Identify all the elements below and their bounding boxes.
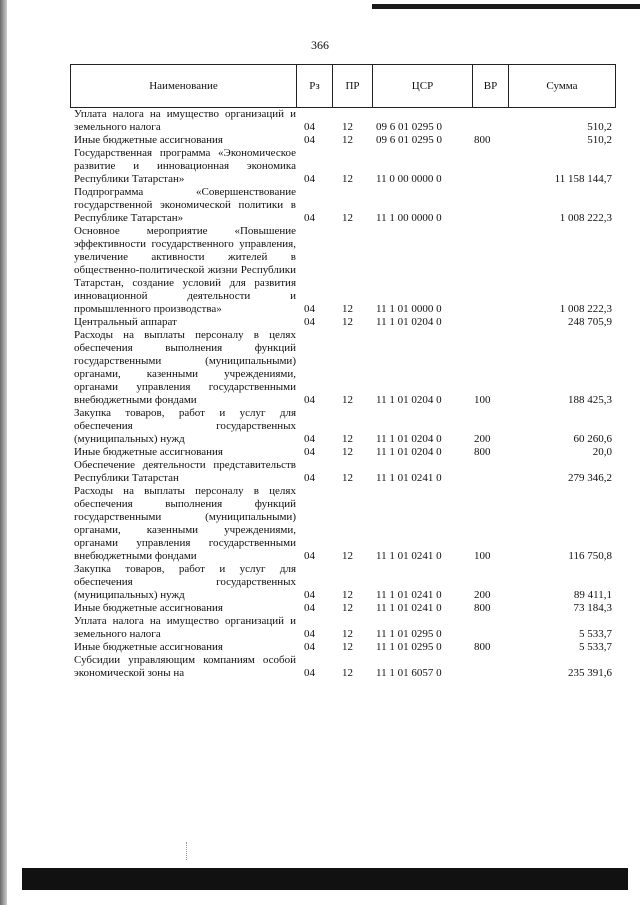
row-pr: 12 xyxy=(342,134,353,146)
row-rz: 04 xyxy=(304,641,315,653)
row-rz: 04 xyxy=(304,433,315,445)
table-header xyxy=(70,64,616,108)
row-vr: 800 xyxy=(474,641,491,653)
row-csr: 09 6 01 0295 0 xyxy=(376,121,442,133)
table-row xyxy=(70,641,616,654)
page-number: 366 xyxy=(311,38,329,52)
table-row xyxy=(70,446,616,459)
row-rz: 04 xyxy=(304,472,315,484)
row-sum: 235 391,6 xyxy=(568,667,612,679)
row-sum: 510,2 xyxy=(587,121,612,133)
row-rz: 04 xyxy=(304,212,315,224)
row-pr: 12 xyxy=(342,589,353,601)
row-csr: 11 1 01 0204 0 xyxy=(376,394,442,406)
row-vr: 100 xyxy=(474,394,491,406)
row-csr: 11 1 00 0000 0 xyxy=(376,212,442,224)
row-rz: 04 xyxy=(304,602,315,614)
header-csr: ЦСР xyxy=(372,65,472,107)
row-sum: 510,2 xyxy=(587,134,612,146)
row-rz: 04 xyxy=(304,667,315,679)
row-pr: 12 xyxy=(342,212,353,224)
row-pr: 12 xyxy=(342,173,353,185)
row-name: Иные бюджетные ассигнования xyxy=(74,134,223,146)
row-csr: 11 1 01 0241 0 xyxy=(376,589,442,601)
table-body xyxy=(70,108,616,680)
table-row xyxy=(70,316,616,329)
scan-mark xyxy=(186,842,189,860)
table-row xyxy=(70,485,616,563)
row-sum: 11 158 144,7 xyxy=(554,173,612,185)
row-pr: 12 xyxy=(342,433,353,445)
row-vr: 200 xyxy=(474,589,491,601)
table-row xyxy=(70,407,616,446)
row-vr: 100 xyxy=(474,550,491,562)
row-csr: 11 1 01 0241 0 xyxy=(376,602,442,614)
row-vr: 200 xyxy=(474,433,491,445)
scan-edge-left xyxy=(0,0,7,905)
row-pr: 12 xyxy=(342,316,353,328)
table-row xyxy=(70,654,616,680)
row-name: Иные бюджетные ассигнования xyxy=(74,446,223,458)
row-csr: 11 1 01 0204 0 xyxy=(376,316,442,328)
table-row xyxy=(70,225,616,316)
row-rz: 04 xyxy=(304,173,315,185)
row-csr: 11 1 01 0204 0 xyxy=(376,433,442,445)
table-row xyxy=(70,186,616,225)
table-row xyxy=(70,329,616,407)
row-pr: 12 xyxy=(342,394,353,406)
row-rz: 04 xyxy=(304,121,315,133)
row-name: Основное мероприятие «Повышение эффективности государственного управления, увеличение активности жителей в общественно-политической жизни Республики Татарстан, создание условий для развития инновационной деятельности и промышленного производства» xyxy=(74,225,296,315)
header-name: Наименование xyxy=(149,80,218,92)
row-pr: 12 xyxy=(342,641,353,653)
row-name: Иные бюджетные ассигнования xyxy=(74,602,223,614)
row-sum: 116 750,8 xyxy=(568,550,612,562)
row-name: Иные бюджетные ассигнования xyxy=(74,641,223,653)
row-csr: 09 6 01 0295 0 xyxy=(376,134,442,146)
row-name: Расходы на выплаты персоналу в целях обеспечения выполнения функций государственными (муниципальными) органами, казенными учреждениями, органами управления государственными внебюджетными фондами xyxy=(74,485,296,562)
row-name: Закупка товаров, работ и услуг для обеспечения государственных (муниципальных) нужд xyxy=(74,563,296,601)
row-pr: 12 xyxy=(342,121,353,133)
row-rz: 04 xyxy=(304,303,315,315)
row-rz: 04 xyxy=(304,550,315,562)
row-sum: 89 411,1 xyxy=(573,589,612,601)
row-rz: 04 xyxy=(304,316,315,328)
row-csr: 11 1 01 0241 0 xyxy=(376,472,442,484)
row-sum: 20,0 xyxy=(592,446,612,458)
row-sum: 60 260,6 xyxy=(573,433,612,445)
table-row xyxy=(70,459,616,485)
row-pr: 12 xyxy=(342,550,353,562)
row-rz: 04 xyxy=(304,446,315,458)
row-rz: 04 xyxy=(304,134,315,146)
row-pr: 12 xyxy=(342,602,353,614)
row-name: Субсидии управляющим компаниям особой экономической зоны на xyxy=(74,654,296,679)
row-sum: 1 008 222,3 xyxy=(559,212,612,224)
row-vr: 800 xyxy=(474,446,491,458)
scan-edge-bottom xyxy=(22,868,628,890)
row-name: Государственная программа «Экономическое развитие и инновационная экономика Республики Татарстан» xyxy=(74,147,296,185)
row-sum: 1 008 222,3 xyxy=(559,303,612,315)
row-sum: 5 533,7 xyxy=(579,628,612,640)
row-pr: 12 xyxy=(342,303,353,315)
row-sum: 248 705,9 xyxy=(568,316,612,328)
table-row xyxy=(70,563,616,602)
row-vr: 800 xyxy=(474,602,491,614)
row-vr: 800 xyxy=(474,134,491,146)
row-sum: 188 425,3 xyxy=(568,394,612,406)
header-sum: Сумма xyxy=(508,65,615,107)
scan-edge-top xyxy=(372,4,640,9)
table-row xyxy=(70,134,616,147)
table-row xyxy=(70,602,616,615)
row-name: Закупка товаров, работ и услуг для обеспечения государственных (муниципальных) нужд xyxy=(74,407,296,445)
row-pr: 12 xyxy=(342,472,353,484)
row-name: Центральный аппарат xyxy=(74,316,177,328)
row-pr: 12 xyxy=(342,446,353,458)
row-name: Уплата налога на имущество организаций и земельного налога xyxy=(74,615,296,640)
row-csr: 11 1 01 0000 0 xyxy=(376,303,442,315)
row-rz: 04 xyxy=(304,589,315,601)
row-csr: 11 0 00 0000 0 xyxy=(376,173,442,185)
row-name: Уплата налога на имущество организаций и земельного налога xyxy=(74,108,296,133)
row-csr: 11 1 01 0241 0 xyxy=(376,550,442,562)
table-row xyxy=(70,108,616,134)
row-name: Расходы на выплаты персоналу в целях обеспечения выполнения функций государственными (муниципальными) органами, казенными учреждениями, органами управления государственными внебюджетными фондами xyxy=(74,329,296,406)
row-sum: 279 346,2 xyxy=(568,472,612,484)
row-sum: 73 184,3 xyxy=(573,602,612,614)
row-pr: 12 xyxy=(342,628,353,640)
header-pr: ПР xyxy=(332,65,372,107)
row-rz: 04 xyxy=(304,628,315,640)
row-name: Подпрограмма «Совершенствование государственной экономической политики в Республике Татарстан» xyxy=(74,186,296,224)
table-row xyxy=(70,147,616,186)
row-sum: 5 533,7 xyxy=(579,641,612,653)
row-csr: 11 1 01 0295 0 xyxy=(376,641,442,653)
budget-table xyxy=(70,64,616,680)
header-vr: ВР xyxy=(472,65,508,107)
row-csr: 11 1 01 6057 0 xyxy=(376,667,442,679)
header-rz: Рз xyxy=(296,65,332,107)
row-csr: 11 1 01 0295 0 xyxy=(376,628,442,640)
row-csr: 11 1 01 0204 0 xyxy=(376,446,442,458)
row-rz: 04 xyxy=(304,394,315,406)
row-name: Обеспечение деятельности представительств Республики Татарстан xyxy=(74,459,296,484)
table-row xyxy=(70,615,616,641)
row-pr: 12 xyxy=(342,667,353,679)
